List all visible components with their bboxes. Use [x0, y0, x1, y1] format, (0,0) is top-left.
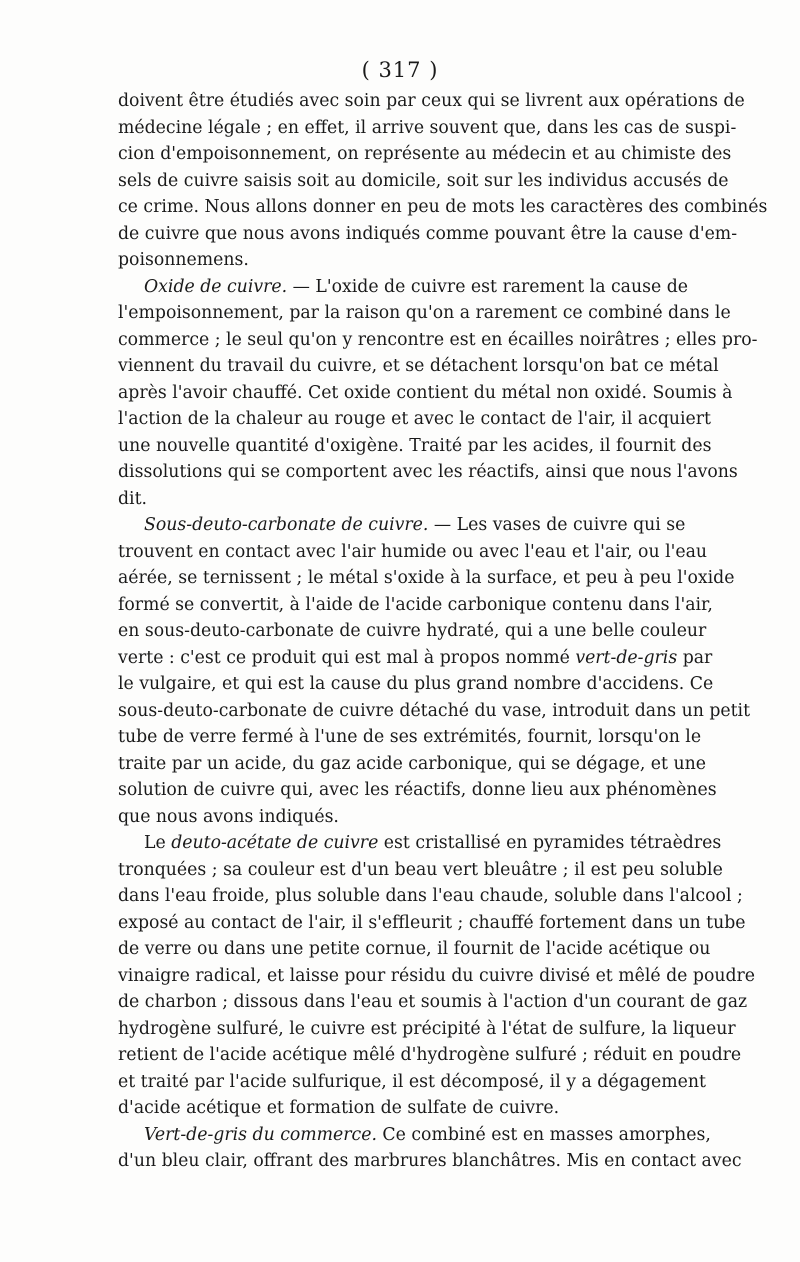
line-text: de verre ou dans une petite cornue, il fournit de l'acide acétique ou [118, 939, 711, 959]
line-text: que nous avons indiqués. [118, 806, 339, 827]
line-text: poisonnemens. [118, 250, 249, 270]
text-line [118, 1016, 736, 1043]
text-line [118, 247, 680, 274]
line-text: viennent du travail du cuivre, et se détachent lorsqu'on bat ce métal [118, 356, 719, 376]
text-line [118, 777, 717, 804]
text-line [118, 963, 756, 990]
text-line [118, 592, 713, 619]
text-line [118, 353, 719, 380]
section-heading: Sous-deuto-carbonate de cuivre. [144, 515, 429, 535]
line-text: de charbon ; dissous dans l'eau et soumis à l'action d'un courant de gaz [118, 992, 748, 1012]
text-line [118, 936, 711, 963]
body-text [118, 88, 768, 1175]
text-line [118, 671, 714, 698]
line-text: de cuivre que nous avons indiqués comme pouvant être la cause d'em- [118, 223, 738, 244]
text-line [118, 910, 746, 937]
text-line [118, 857, 723, 884]
line-text: verte : c'est ce produit qui est mal à propos nommé [118, 647, 576, 668]
text-line [118, 645, 713, 672]
line-text: tube de verre fermé à l'une de ses extrémités, fournit, lorsqu'on le [118, 727, 702, 747]
text-line [118, 1095, 680, 1122]
text-line [118, 804, 680, 831]
line-text: commerce ; le seul qu'on y rencontre est en écailles noirâtres ; elles pro- [118, 329, 758, 350]
italic-term: vert-de-gris [575, 647, 678, 668]
text-line [118, 406, 711, 433]
line-text: une nouvelle quantité d'oxigène. Traité par les acides, il fournit des [118, 435, 712, 456]
text-line [118, 274, 688, 301]
line-text: aérée, se ternissent ; le métal s'oxide à la surface, et peu à peu l'oxide [118, 568, 735, 588]
text-line [118, 512, 686, 539]
line-text: hydrogène sulfuré, le cuivre est précipité à l'état de sulfure, la liqueur [118, 1018, 736, 1039]
text-line [118, 698, 751, 725]
text-line [118, 300, 731, 327]
line-text: en sous-deuto-carbonate de cuivre hydraté, qui a une belle couleur [118, 621, 707, 641]
text-line [118, 989, 748, 1016]
line-text: dissolutions qui se comportent avec les réactifs, ainsi que nous l'avons [118, 462, 738, 482]
line-text: ce crime. Nous allons donner en peu de mots les caractères des combinés [118, 197, 768, 217]
text-line [118, 486, 680, 513]
text-line [118, 751, 706, 778]
text-line [118, 1148, 742, 1175]
text-line [118, 433, 712, 460]
line-tail: par [677, 647, 713, 668]
section-heading: Oxide de cuivre. [144, 276, 288, 297]
text-line [118, 221, 738, 248]
text-line [118, 539, 708, 566]
section-heading: Vert-de-gris du commerce. [144, 1124, 377, 1145]
line-text: l'empoisonnement, par la raison qu'on a rarement ce combiné dans le [118, 303, 731, 323]
text-line [118, 565, 735, 592]
text-line [118, 724, 702, 751]
line-text: sous-deuto-carbonate de cuivre détaché du vase, introduit dans un petit [118, 700, 751, 721]
line-text: le vulgaire, et qui est la cause du plus grand nombre d'accidens. Ce [118, 674, 714, 694]
line-text: médecine légale ; en effet, il arrive souvent que, dans les cas de suspi- [118, 117, 737, 138]
text-line [118, 141, 732, 168]
text-line [118, 327, 758, 354]
text-line [118, 380, 733, 407]
line-text: doivent être étudiés avec soin par ceux qui se livrent aux opérations de [118, 91, 745, 111]
line-text: retient de l'acide acétique mêlé d'hydrogène sulfuré ; réduit en poudre [118, 1045, 742, 1065]
page-number: ( 317 ) [361, 58, 439, 82]
line-text: sels de cuivre saisis soit au domicile, soit sur les individus accusés de [118, 170, 729, 191]
line-text: — L'oxide de cuivre est rarement la cause de [287, 276, 688, 297]
line-text: formé se convertit, à l'aide de l'acide carbonique contenu dans l'air, [118, 594, 713, 615]
line-text: dans l'eau froide, plus soluble dans l'eau chaude, soluble dans l'alcool ; [118, 886, 743, 906]
line-text: d'acide acétique et formation de sulfate de cuivre. [118, 1098, 560, 1118]
line-text: exposé au contact de l'air, il s'effleurit ; chauffé fortement dans un tube [118, 912, 746, 933]
text-line [118, 168, 729, 195]
text-line [118, 1042, 742, 1069]
line-text: trouvent en contact avec l'air humide ou avec l'eau et l'air, ou l'eau [118, 541, 708, 562]
section-heading: deuto-acétate de cuivre [171, 833, 379, 853]
text-line [118, 883, 743, 910]
line-text: et traité par l'acide sulfurique, il est décomposé, il y a dégagement [118, 1071, 706, 1092]
line-text: vinaigre radical, et laisse pour résidu du cuivre divisé et mêlé de poudre [118, 965, 756, 986]
text-line [118, 115, 737, 142]
text-line [118, 830, 722, 857]
line-text: d'un bleu clair, offrant des marbrures blanchâtres. Mis en contact avec [118, 1151, 742, 1171]
text-line [118, 459, 738, 486]
line-text: l'action de la chaleur au rouge et avec le contact de l'air, il acquiert [118, 409, 711, 429]
line-text: — Les vases de cuivre qui se [428, 515, 686, 535]
text-line [118, 618, 707, 645]
text-line [118, 194, 768, 221]
line-lead: Le [144, 833, 172, 853]
text-line [118, 1069, 706, 1096]
text-line [118, 1122, 711, 1149]
line-text: dit. [118, 488, 148, 509]
text-line [118, 88, 745, 115]
line-text: cion d'empoisonnement, on représente au médecin et au chimiste des [118, 144, 732, 164]
line-text: après l'avoir chauffé. Cet oxide contient du métal non oxidé. Soumis à [118, 382, 733, 403]
line-text: solution de cuivre qui, avec les réactifs, donne lieu aux phénomènes [118, 780, 717, 800]
line-text: tronquées ; sa couleur est d'un beau vert bleuâtre ; il est peu soluble [118, 859, 723, 880]
line-text: est cristallisé en pyramides tétraèdres [378, 833, 722, 853]
line-text: Ce combiné est en masses amorphes, [376, 1124, 711, 1145]
line-text: traite par un acide, du gaz acide carbonique, qui se dégage, et une [118, 753, 706, 774]
